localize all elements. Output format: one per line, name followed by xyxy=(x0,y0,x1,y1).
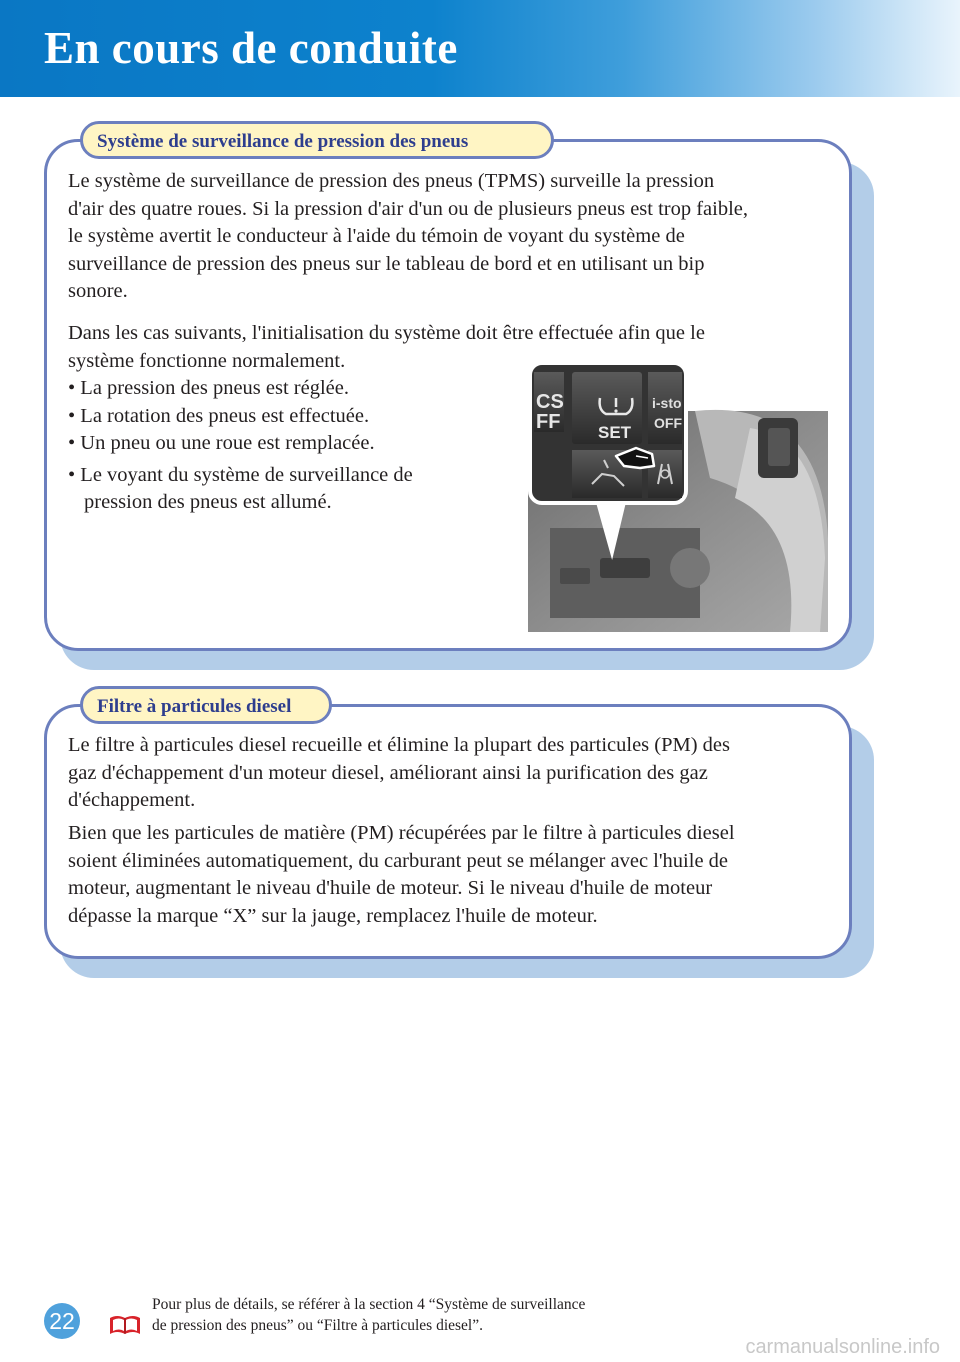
text-line: moteur, augmentant le niveau d'huile de moteur. Si le niveau d'huile de moteur xyxy=(68,877,713,899)
text-line: système fonctionne normalement. xyxy=(68,349,346,372)
watermark: carmanualsonline.info xyxy=(745,1336,940,1358)
list-item-continuation: pression des pneus est allumé. xyxy=(84,491,332,513)
i-stop-label-line2: OFF xyxy=(654,415,682,431)
list-item: • Le voyant du système de surveillance de xyxy=(68,463,413,486)
footer-reference xyxy=(152,1294,585,1336)
dpf-paragraph-2 xyxy=(68,820,848,930)
tpms-tab-label: Système de surveillance de pression des pneus xyxy=(97,131,469,152)
text-line: surveillance de pression des pneus sur le tableau de bord et en utilisant un bip xyxy=(68,252,705,275)
text-line: dépasse la marque “X” sur la jauge, remplacez l'huile de moteur. xyxy=(68,904,598,927)
header-banner xyxy=(0,0,960,97)
footer-line: de pression des pneus” ou “Filtre à particules diesel”. xyxy=(152,1317,483,1334)
list-item: • La rotation des pneus est effectuée. xyxy=(68,404,370,427)
dashboard-illustration xyxy=(520,358,832,634)
text-line: sonore. xyxy=(68,280,128,302)
text-line: d'air des quatre roues. Si la pression d'air d'un ou de plusieurs pneus est trop faible, xyxy=(68,197,749,220)
tpms-tab xyxy=(80,121,554,159)
dpf-paragraph-1 xyxy=(68,732,848,815)
text-line: Bien que les particules de matière (PM) récupérées par le filtre à particules diesel xyxy=(68,822,735,844)
text-line: Dans les cas suivants, l'initialisation du système doit être effectuée afin que le xyxy=(68,322,705,344)
text-line: soient éliminées automatiquement, du carburant peut se mélanger avec l'huile de xyxy=(68,849,729,872)
page-title: En cours de conduite xyxy=(44,23,458,73)
text-line: gaz d'échappement d'un moteur diesel, améliorant ainsi la purification des gaz xyxy=(68,761,708,784)
text-line: d'échappement. xyxy=(68,789,196,811)
text-line: Le système de surveillance de pression des pneus (TPMS) surveille la pression xyxy=(68,170,715,192)
i-stop-label-line1: i-sto xyxy=(652,395,682,411)
cs-off-label-line1: CS xyxy=(536,391,564,413)
dpf-tab-label: Filtre à particules diesel xyxy=(97,696,292,717)
cs-off-label-line2: FF xyxy=(536,411,561,433)
book-icon xyxy=(108,1314,142,1341)
tpms-paragraph-1 xyxy=(68,168,848,306)
list-item: • La pression des pneus est réglée. xyxy=(68,377,349,399)
tpms-set-button-photo xyxy=(520,358,832,639)
list-item: • Un pneu ou une roue est remplacée. xyxy=(68,432,375,454)
text-line: Le filtre à particules diesel recueille et élimine la plupart des particules (PM) des xyxy=(68,734,731,756)
page-number: 22 xyxy=(44,1303,80,1339)
footer-line: Pour plus de détails, se référer à la section 4 “Système de surveillance xyxy=(152,1296,586,1313)
text-line: le système avertit le conducteur à l'aide du témoin de voyant du système de xyxy=(68,225,685,247)
set-label: SET xyxy=(598,423,632,442)
dpf-tab xyxy=(80,686,332,724)
tpms-bullet-list xyxy=(68,375,508,517)
